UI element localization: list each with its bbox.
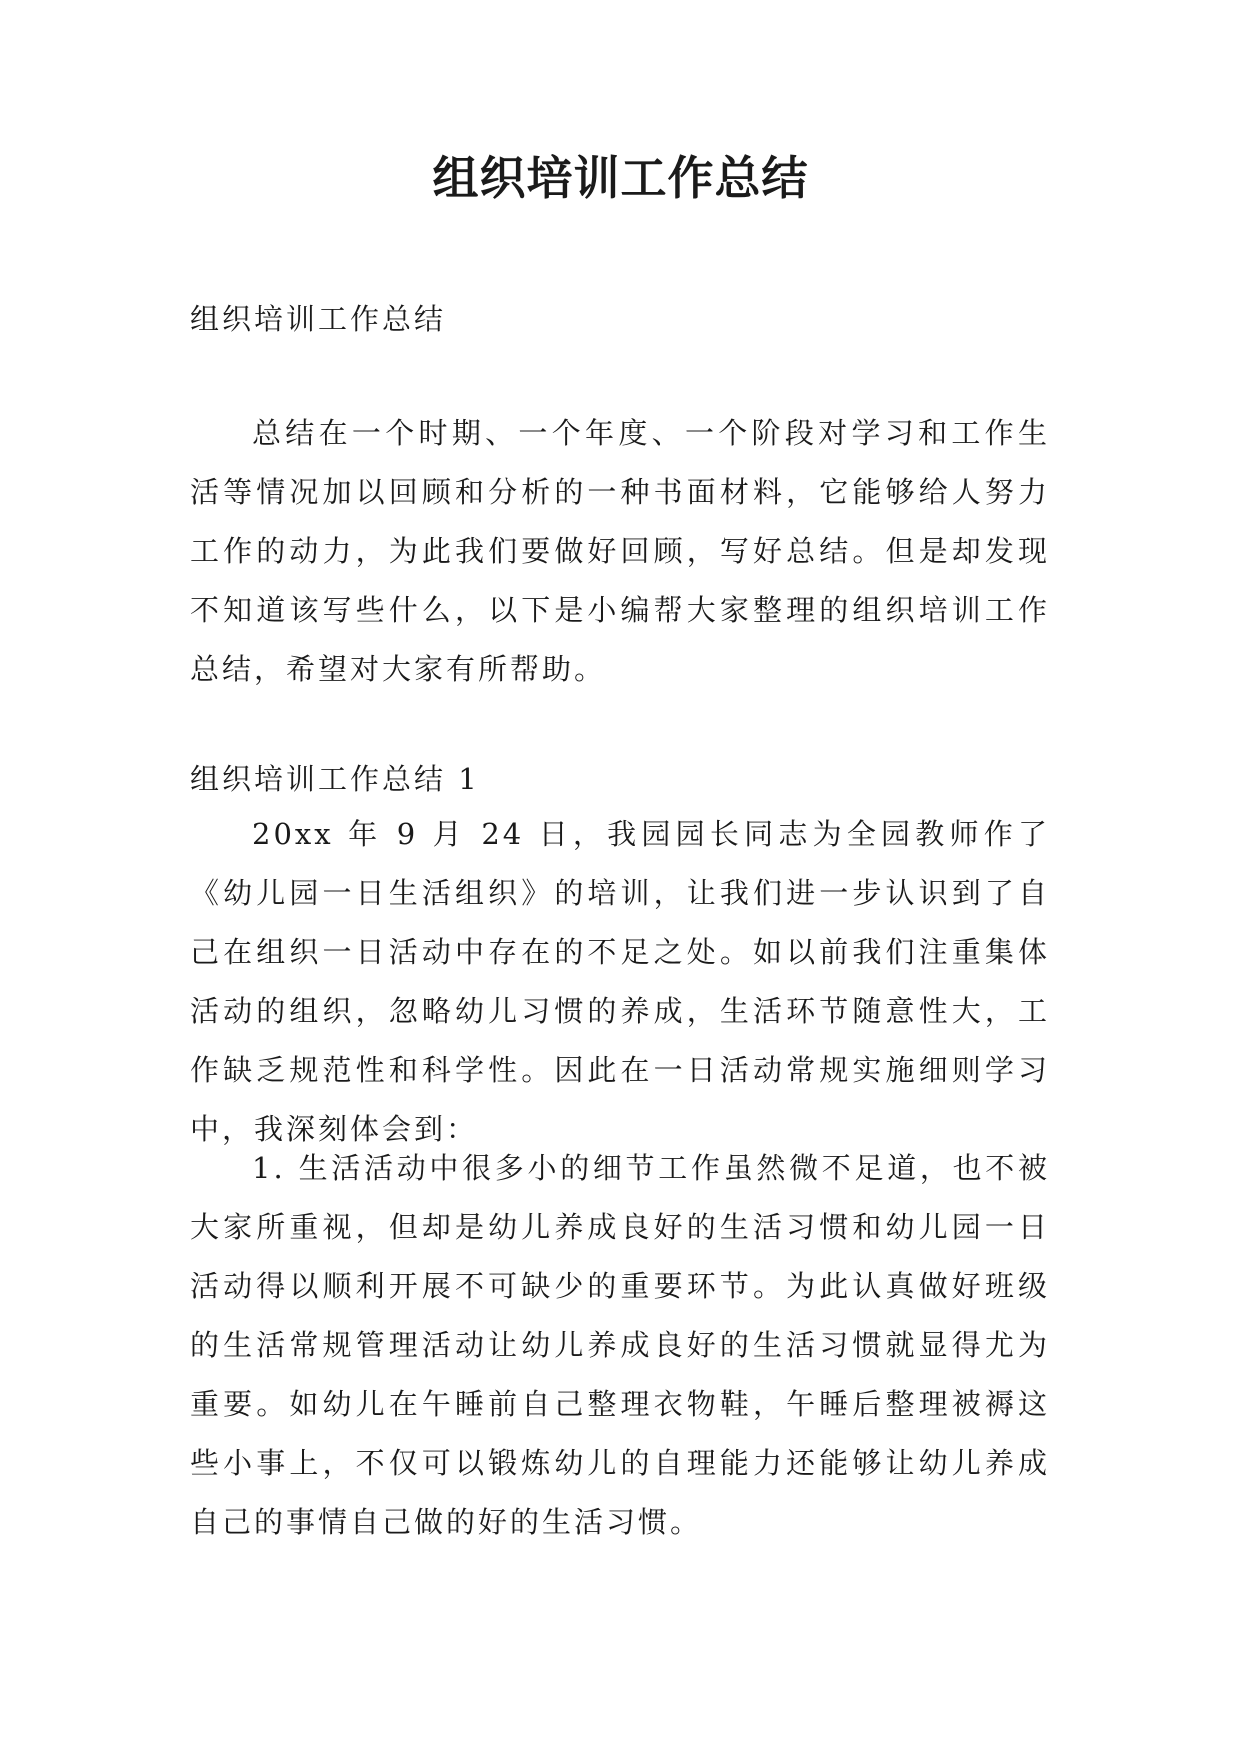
body-paragraph-1: 20xx 年 9 月 24 日，我园园长同志为全园教师作了《幼儿园一日生活组织》的培训，让我们进一步认识到了自己在组织一日活动中存在的不足之处。如以前我们注重集体活动的组织，忽略幼儿习惯的养成，生活环节随意性大，工作缺乏规范性和科学性。因此在一日活动常规实施细则学习中，我深刻体会到： [190,817,1050,1146]
document-title: 组织培训工作总结 [432,151,809,205]
document-subtitle: 组织培训工作总结 [190,302,447,336]
body-paragraph-2: 1. 生活活动中很多小的细节工作虽然微不足道，也不被大家所重视，但却是幼儿养成良好的生活习惯和幼儿园一日活动得以顺利开展不可缺少的重要环节。为此认真做好班级的生活常规管理活动让幼儿养成良好的生活习惯就显得尤为重要。如幼儿在午睡前自己整理衣物鞋，午睡后整理被褥这些小事上，不仅可以锻炼幼儿的自理能力还能够让幼儿养成自己的事情自己做的好的生活习惯。 [190,1151,1050,1539]
intro-paragraph: 总结在一个时期、一个年度、一个阶段对学习和工作生活等情况加以回顾和分析的一种书面材料，它能够给人努力工作的动力，为此我们要做好回顾，写好总结。但是却发现不知道该写些什么，以下是小编帮大家整理的组织培训工作总结，希望对大家有所帮助。 [190,416,1050,686]
section-heading: 组织培训工作总结 1 [190,762,480,796]
